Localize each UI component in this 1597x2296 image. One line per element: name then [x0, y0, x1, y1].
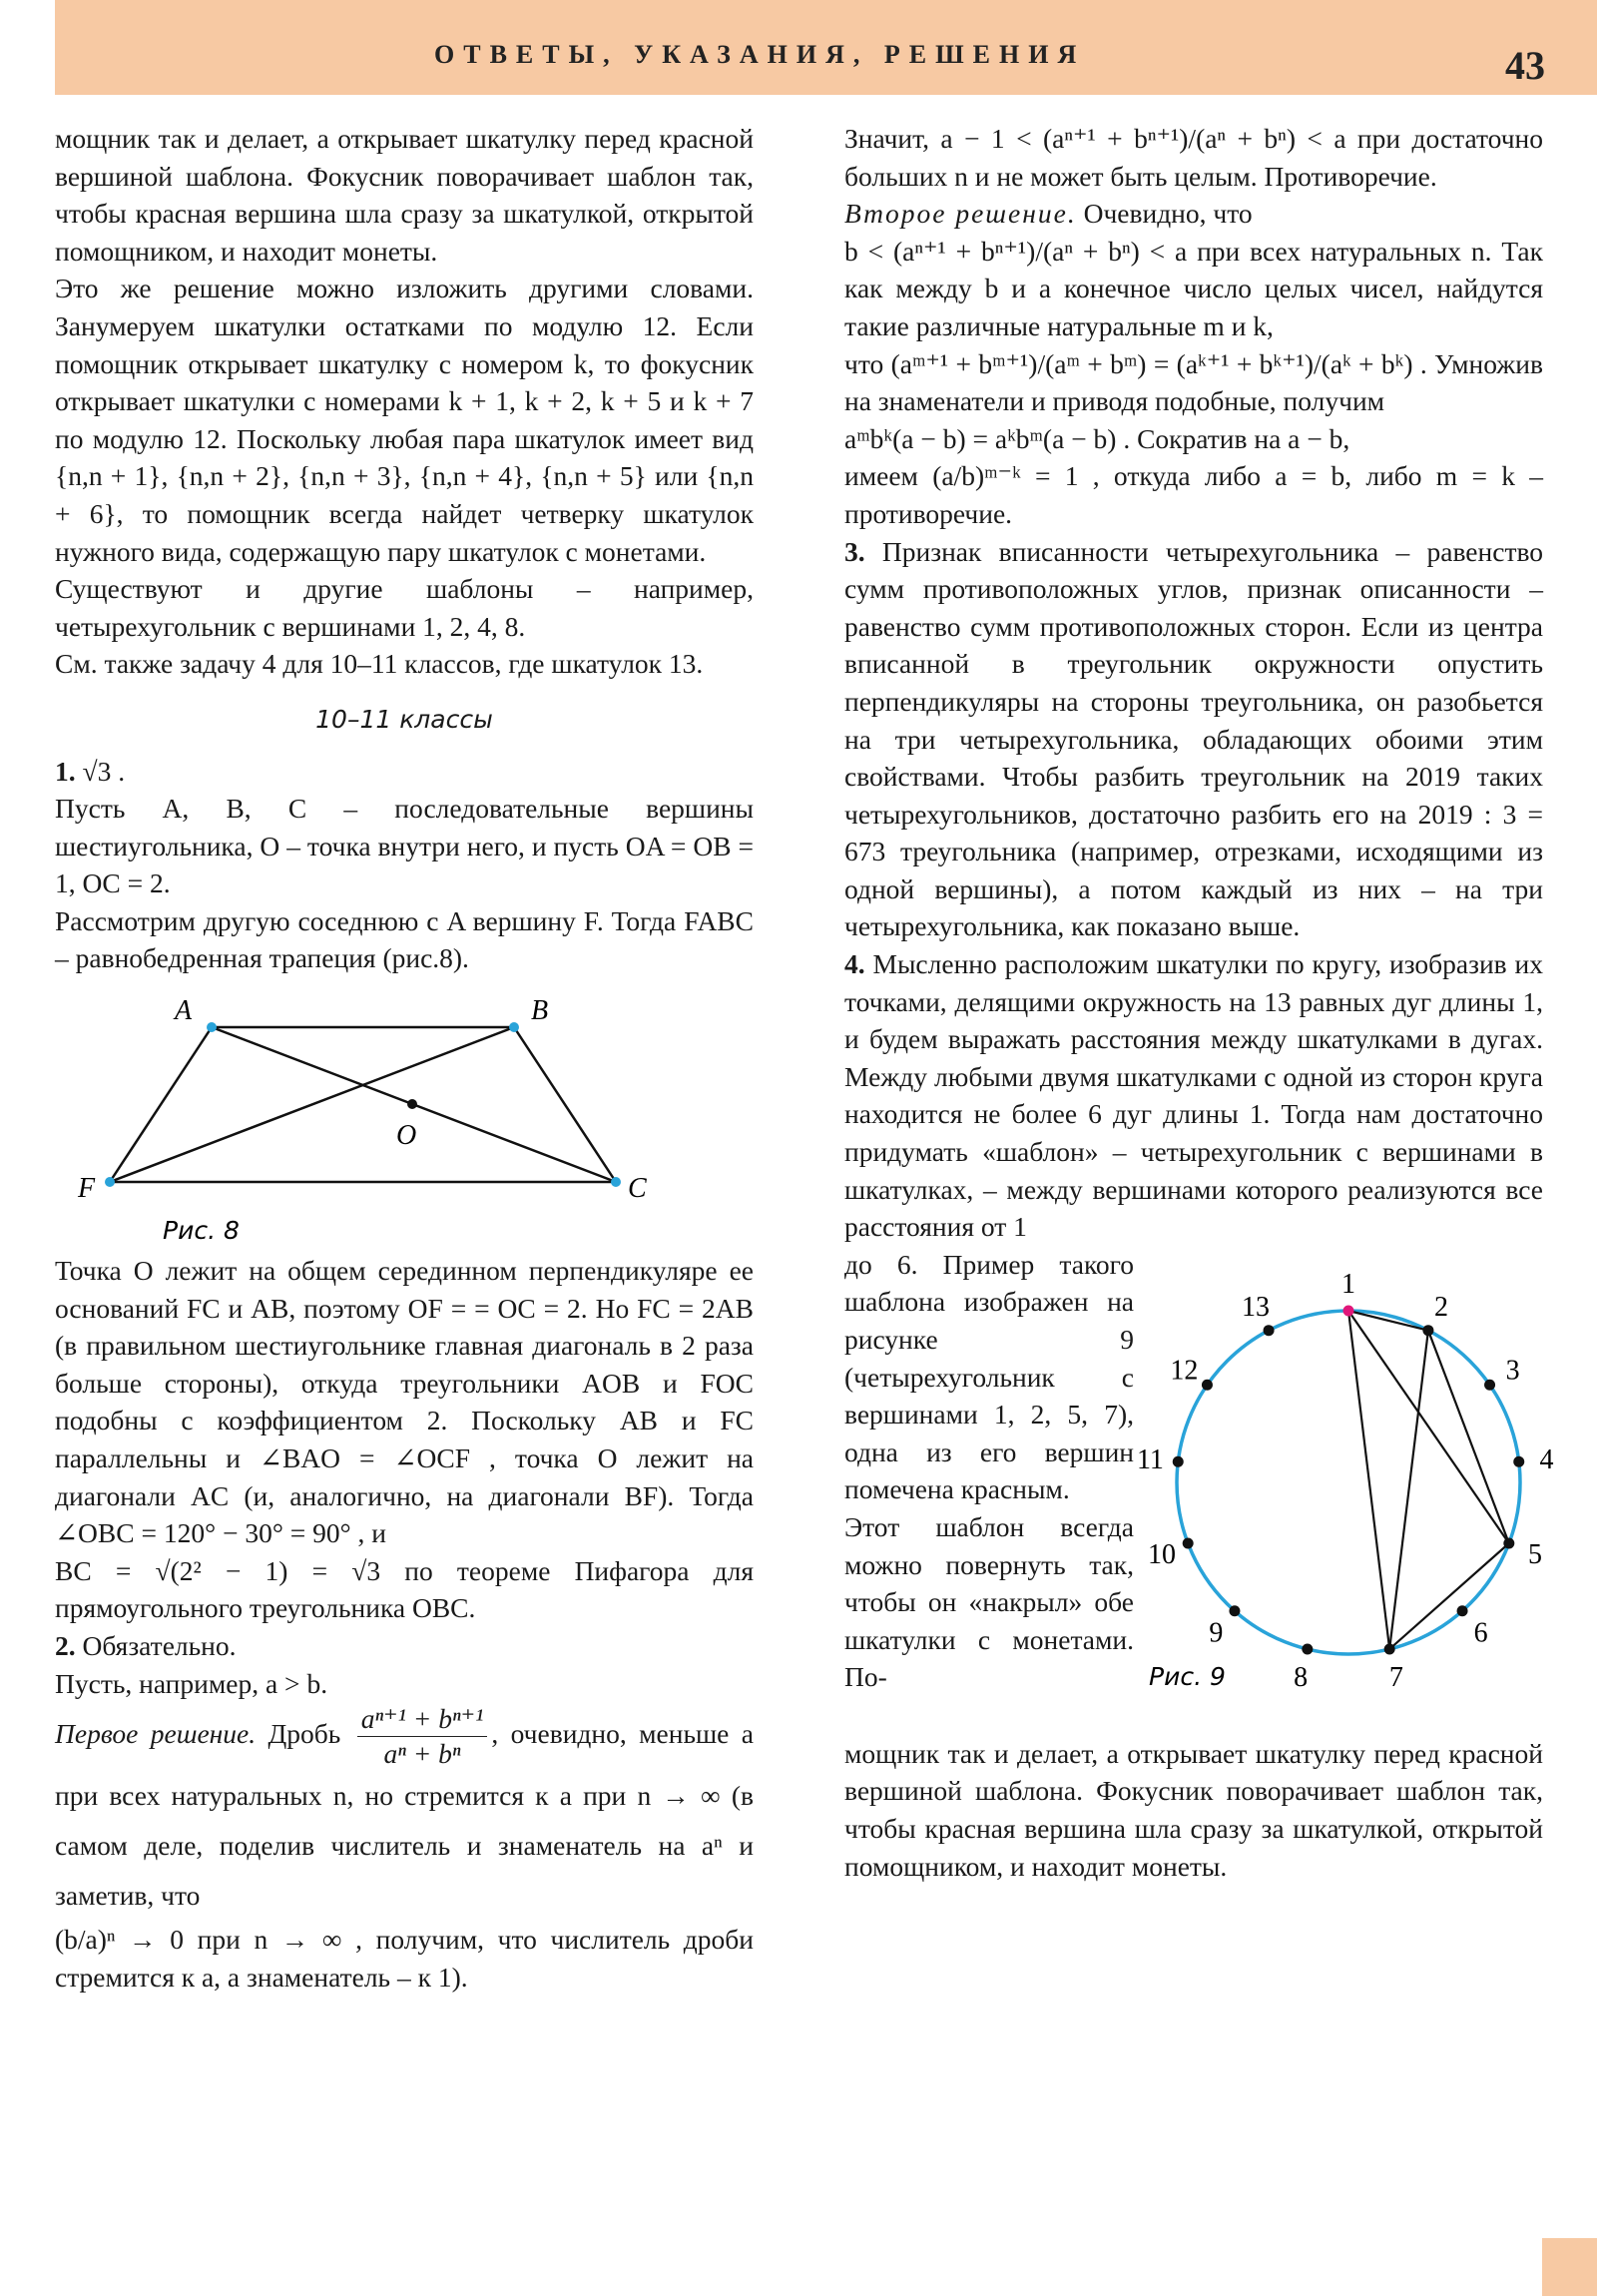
paragraph: Первое решение. Дробь $\frac{\text{aⁿ⁺¹ + bⁿ⁺¹}}{\text{aⁿ + bⁿ}}$ , очевидно, меньше a при всех натуральных n, но стремится к a при n → ∞ (в самом деле, поделив числитель и знаменатель на aⁿ и заметив, что — [55, 1703, 754, 1912]
label-a: A — [175, 995, 193, 1027]
left-column — [55, 120, 754, 1996]
figure-9-drawing — [1137, 1269, 1554, 1693]
box-label-10: 10 — [1147, 1538, 1176, 1570]
box-point-13 — [1264, 1325, 1275, 1336]
point-b — [509, 1022, 519, 1032]
label-b: B — [531, 995, 549, 1027]
paragraph: Существуют и другие шаблоны – например, четырехугольник с вершинами 1, 2, 4, 8. — [55, 573, 754, 642]
problem-number: 2. — [55, 1630, 76, 1661]
box-label-3: 3 — [1505, 1355, 1520, 1387]
box-label-4: 4 — [1539, 1443, 1554, 1475]
paragraph: Рассмотрим другую соседнюю с A вершину F. Тогда FABC – равнобедренная трапеция (рис.8). — [55, 904, 754, 974]
paragraph: мощник так и делает, а открывает шкатулку перед красной вершиной шаблона. Фокусник поворачивает шаблон так, чтобы красная вершина шла сразу за шкатулкой, открытой помощником, и находит монеты. — [55, 123, 754, 267]
label-c: C — [628, 1173, 647, 1205]
label-o: O — [396, 1120, 417, 1152]
paragraph: См. также задачу 4 для 10–11 классов, где шкатулок 13. — [55, 648, 704, 680]
box-label-2: 2 — [1433, 1291, 1448, 1323]
problem-number: 3. — [844, 535, 865, 567]
paragraph: b < (aⁿ⁺¹ + bⁿ⁺¹)/(aⁿ + bⁿ) < a при всех натуральных n. Так как между b и a конечное число целых чисел, найдутся такие различные натуральные m и k, — [844, 235, 1543, 341]
point-a — [207, 1022, 217, 1032]
box-point-12 — [1202, 1380, 1213, 1391]
box-point-11 — [1173, 1456, 1184, 1467]
running-title: ОТВЕТЫ, УКАЗАНИЯ, РЕШЕНИЯ — [434, 40, 1086, 69]
wrapped-text: до 6. Пример такого шаблона изображен на рисунке 9 (четырехугольник с вершинами 1, 2, 5, 7), одна из его вершин помечена красным. Этот шаблон всегда можно повернуть так, чтобы он «накрыл» обе шкатулки с монетами. По- — [844, 1248, 1134, 1693]
segment-af — [110, 1027, 212, 1182]
answer: Обязательно. — [82, 1630, 237, 1661]
box-label-5: 5 — [1528, 1538, 1543, 1570]
figure-8 — [55, 977, 754, 1252]
figure-9-wrap — [844, 1246, 1554, 1735]
box-point-5 — [1503, 1537, 1514, 1548]
box-point-3 — [1484, 1380, 1495, 1391]
box-label-9: 9 — [1209, 1617, 1224, 1649]
template-edge — [1389, 1543, 1509, 1649]
paragraph: BC = √(2² − 1) = √3 по теореме Пифагора для прямоугольного треугольника OBC. — [55, 1554, 754, 1624]
point-c — [611, 1177, 621, 1187]
problem-number: 4. — [844, 948, 865, 980]
paragraph: Пусть A, B, C – последовательные вершины шестиугольника, O – точка внутри него, и пусть OA = OB = 1, OC = 2. — [55, 793, 754, 899]
answer: √3 . — [82, 755, 126, 787]
boxes-circle — [1177, 1311, 1520, 1654]
diagonal-bf — [110, 1027, 514, 1182]
section-heading: 10–11 классы — [315, 704, 493, 734]
paragraph: aᵐbᵏ(a − b) = aᵏbᵐ(a − b) . Сократив на a − b, — [844, 422, 1350, 454]
box-point-2 — [1422, 1325, 1433, 1336]
box-label-13: 13 — [1242, 1291, 1271, 1323]
template-edge — [1428, 1331, 1509, 1543]
problem-1-answer — [55, 753, 754, 791]
paragraph: Точка O лежит на общем серединном перпендикуляре ее оснований FC и AB, поэтому OF = = OC = 2. Но FC = 2AB (в правильном шестиугольнике главная диагональ в 2 раза больше стороны), откуда треугольники AOB и FOC подобны с коэффициентом 2. Поскольку AB и FC параллельны и ∠BAO = ∠OCF , точка O лежит на диагонали AC (и, аналогично, на диагонали BF). Тогда ∠OBC = 120° − 30° = 90° , и — [55, 1255, 754, 1549]
circle-figure — [1134, 1246, 1554, 1735]
box-point-4 — [1513, 1456, 1524, 1467]
paragraph: имеем (a/b)ᵐ⁻ᵏ = 1 , откуда либо a = b, либо m = k – противоречие. — [844, 460, 1543, 529]
paragraph: 3. Признак вписанности четырехугольника – равенство сумм противоположных углов, признак описанности – равенство сумм противоположных сторон. Если из центра вписанной в треугольник окружности опустить перпендикуляры на стороны треугольника, он разобьется на три четырехугольника, обладающих обоими этим свойствами. Чтобы разбить треугольник на 2019 таких четырехугольников, достаточно разбить его на 2019 : 3 = 673 треугольника (например, отрезками, исходящими из одной вершины), а потом каждый из них – на три четырехугольника, как показано выше. — [844, 535, 1544, 942]
fraction: $\frac{\text{aⁿ⁺¹ + bⁿ⁺¹}}{\text{aⁿ + bⁿ}}$ — [357, 1702, 488, 1771]
paragraph: Это же решение можно изложить другими словами. Занумеруем шкатулки остатками по модулю 12. Если помощник открывает шкатулку с номером k, то фокусник открывает шкатулки с номерами k + 1, k + 2, k + 5 и k + 7 по модулю 12. Поскольку любая пара шкатулок имеет вид {n,n + 1}, {n,n + 2}, {n,n + 3}, {n,n + 4}, {n,n + 5} или {n,n + 6}, то помощник всегда найдет четверку шкатулок нужного вида, содержащую пару шкатулок с монетами. — [55, 273, 754, 567]
label-f: F — [78, 1173, 96, 1205]
paragraph: что (aᵐ⁺¹ + bᵐ⁺¹)/(aᵐ + bᵐ) = (aᵏ⁺¹ + bᵏ⁺¹)/(aᵏ + bᵏ) . Умножив на знаменатели и приводя подобные, получим — [844, 347, 1543, 417]
point-o — [407, 1099, 417, 1109]
box-label-6: 6 — [1473, 1617, 1488, 1649]
paragraph: мощник так и делает, а открывает шкатулку перед красной вершиной шаблона. Фокусник поворачивает шаблон так, чтобы красная вершина шла сразу за шкатулкой, открытой помощником, и находит монеты. — [844, 1737, 1543, 1882]
box-label-1: 1 — [1341, 1268, 1355, 1300]
box-point-9 — [1229, 1605, 1240, 1616]
paragraph: Пусть, например, a > b. — [55, 1667, 328, 1699]
box-label-12: 12 — [1170, 1355, 1199, 1387]
box-point-7 — [1384, 1643, 1395, 1654]
point-f — [105, 1177, 115, 1187]
box-point-8 — [1302, 1643, 1313, 1654]
box-point-6 — [1457, 1605, 1468, 1616]
page-header — [55, 0, 1597, 95]
segment-bc — [514, 1027, 616, 1182]
paragraph: Второе решение. Очевидно, что — [844, 198, 1253, 230]
problem-number: 1. — [55, 755, 76, 787]
corner-tab — [1542, 2238, 1597, 2296]
box-point-10 — [1183, 1537, 1194, 1548]
box-label-11: 11 — [1136, 1443, 1164, 1475]
figure-caption: Рис. 8 — [163, 1216, 240, 1246]
paragraph: Значит, a − 1 < (aⁿ⁺¹ + bⁿ⁺¹)/(aⁿ + bⁿ) < a при достаточно больших n и не может быть целым. Противоречие. — [844, 123, 1543, 192]
box-label-8: 8 — [1294, 1662, 1309, 1694]
solution-label: Первое решение. — [55, 1718, 257, 1749]
solution-label: Второе решение. — [844, 198, 1077, 230]
page-number: 43 — [1505, 43, 1545, 88]
paragraph: 4. Мысленно расположим шкатулки по кругу, изобразив их точками, делящими окружность на 13 равных дуг длины 1, и будем выражать расстояния между шкатулками в дугах. Между любыми двумя шкатулками с одной из сторон круга находится не более 6 дуг длины 1. Тогда нам достаточно придумать «шаблон» – четырехугольник с вершинами в шкатулках, – между вершинами которого реализуются все расстояния от 1 — [844, 948, 1544, 1243]
trapezoid-figure — [55, 977, 754, 1252]
right-column — [844, 120, 1554, 1885]
problem-2-answer — [55, 1627, 754, 1665]
paragraph: (b/a)ⁿ → 0 при n → ∞ , получим, что числитель дроби стремится к a, а знаменатель – к 1). — [55, 1924, 754, 1993]
box-label-7: 7 — [1388, 1662, 1403, 1694]
box-point-1 — [1343, 1305, 1354, 1316]
figure-caption: Рис. 9 — [1149, 1661, 1226, 1691]
